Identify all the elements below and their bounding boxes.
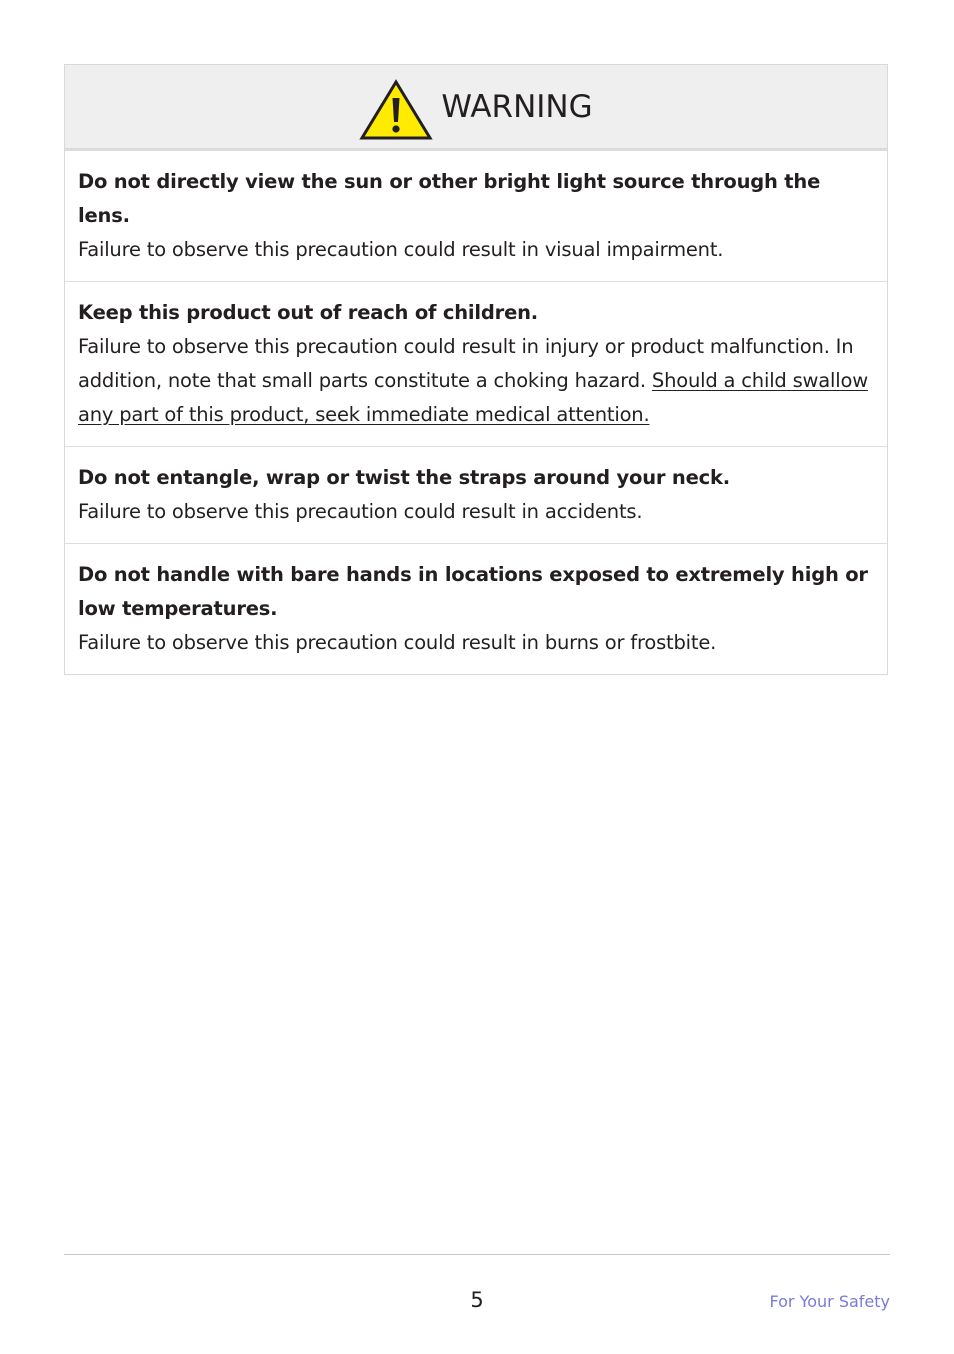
warning-item-body: Failure to observe this precaution could result in burns or frostbite. (78, 631, 717, 654)
warning-item (65, 447, 887, 544)
warning-header (65, 65, 887, 151)
warning-triangle-icon (359, 79, 433, 141)
warning-item-body: Failure to observe this precaution could result in visual impairment. (78, 238, 724, 261)
warning-item (65, 282, 887, 447)
warning-item (65, 151, 887, 282)
warning-item-heading: Keep this product out of reach of children. (78, 301, 538, 324)
section-link[interactable]: For Your Safety (769, 1292, 890, 1311)
warning-item-heading: Do not directly view the sun or other bright light source through the lens. (78, 170, 821, 227)
page-number: 5 (470, 1288, 484, 1312)
warning-item (65, 544, 887, 674)
warning-item-body: Failure to observe this precaution could result in accidents. (78, 500, 643, 523)
warning-title: WARNING (441, 88, 593, 125)
warning-item-body (78, 330, 874, 432)
warning-box (64, 64, 888, 675)
medical-attention-note: Should a child swallow any part of this product, seek immediate medical attention. (78, 369, 868, 426)
warning-item-heading: Do not handle with bare hands in locations exposed to extremely high or low temperatures. (78, 563, 868, 620)
footer-divider (64, 1254, 890, 1255)
warning-item-body-text: Failure to observe this precaution could result in injury or product malfunction. In addition, note that small parts constitute a choking hazard. (78, 335, 854, 392)
warning-item-heading: Do not entangle, wrap or twist the straps around your neck. (78, 466, 730, 489)
